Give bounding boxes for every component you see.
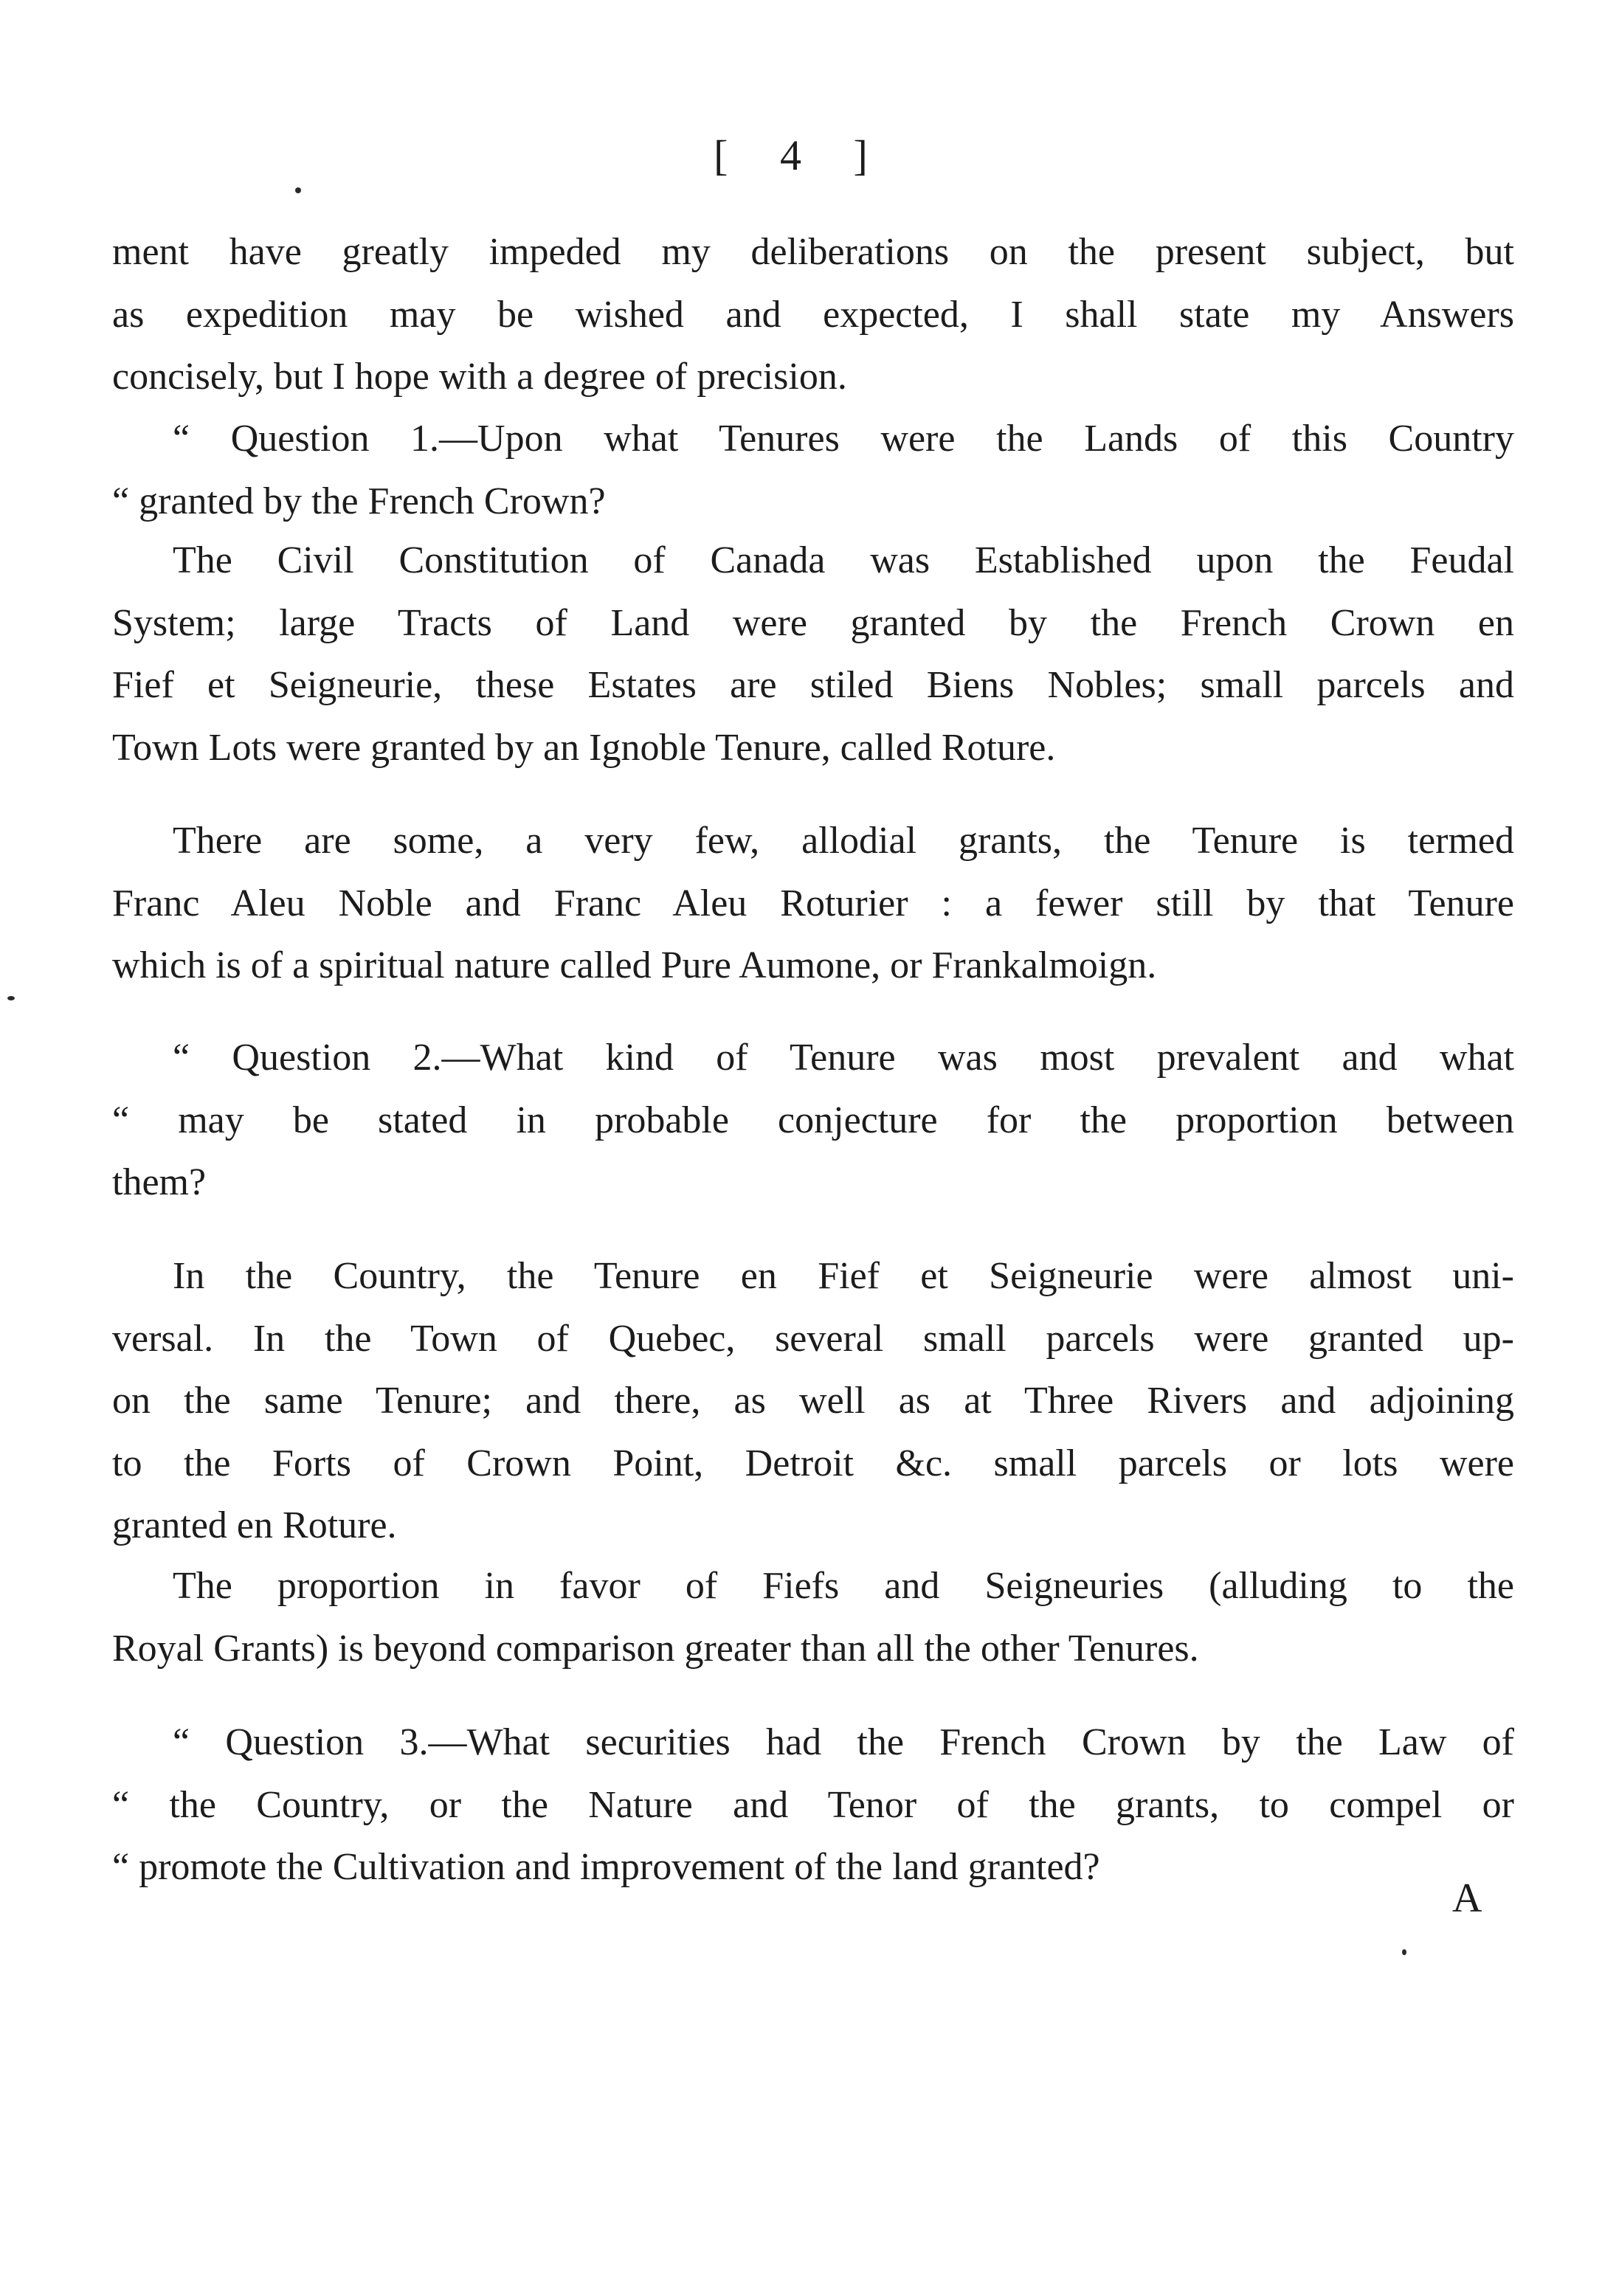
text-line: Town Lots were granted by an Ignoble Tenure, called Roture.	[112, 726, 1056, 769]
text-line: Fief et Seigneurie, these Estates are stiled Biens Nobles; small parcels and	[112, 664, 1514, 706]
paragraph-allodial	[112, 810, 1514, 997]
text-line: “ Question 3.—What securities had the French Crown by the Law of	[173, 1721, 1514, 1763]
paragraph-intro	[112, 221, 1514, 409]
text-line: which is of a spiritual nature called Pure Aumone, or Frankalmoign.	[112, 944, 1157, 986]
text-line: “ the Country, or the Nature and Tenor of the grants, to compel or	[112, 1783, 1514, 1826]
text-line: versal. In the Town of Quebec, several small parcels were granted up-	[112, 1317, 1514, 1360]
text-line: In the Country, the Tenure en Fief et Seigneurie were almost uni-	[173, 1255, 1514, 1297]
text-line: on the same Tenure; and there, as well as at Three Rivers and adjoining	[112, 1380, 1514, 1422]
paragraph-answer-2	[112, 1245, 1514, 1557]
ink-speck	[1402, 1949, 1406, 1955]
paragraph-answer-1	[112, 530, 1514, 779]
paragraph-question-2	[112, 1027, 1514, 1214]
signature-mark: A	[1452, 1875, 1482, 1921]
text-line: Franc Aleu Noble and Franc Aleu Roturier : a fewer still by that Tenure	[112, 882, 1514, 924]
text-line: There are some, a very few, allodial grants, the Tenure is termed	[173, 820, 1514, 862]
paragraph-proportion	[112, 1555, 1514, 1680]
text-line: System; large Tracts of Land were granted by the French Crown en	[112, 601, 1514, 644]
paragraph-question-1	[112, 408, 1514, 533]
text-line: “ Question 1.—Upon what Tenures were the Lands of this Country	[173, 418, 1514, 460]
text-line: “ may be stated in probable conjecture for the proportion between	[112, 1099, 1514, 1141]
text-line: concisely, but I hope with a degree of precision.	[112, 356, 847, 398]
text-line: ment have greatly impeded my deliberations on the present subject, but	[112, 231, 1514, 273]
text-line: The proportion in favor of Fiefs and Seigneuries (alluding to the	[173, 1565, 1514, 1607]
page-number: [ 4 ]	[714, 131, 888, 179]
paragraph-question-3	[112, 1712, 1514, 1899]
text-line: to the Forts of Crown Point, Detroit &c. small parcels or lots were	[112, 1442, 1514, 1484]
text-line: “ Question 2.—What kind of Tenure was most prevalent and what	[173, 1037, 1514, 1079]
ink-speck	[295, 187, 301, 193]
text-line: “ granted by the French Crown?	[112, 480, 606, 522]
text-line: as expedition may be wished and expected, I shall state my Answers	[112, 293, 1514, 336]
ink-speck	[7, 996, 15, 1000]
text-line: them?	[112, 1161, 207, 1203]
text-line: “ promote the Cultivation and improvement of the land granted?	[112, 1846, 1100, 1888]
text-line: granted en Roture.	[112, 1504, 397, 1546]
text-line: The Civil Constitution of Canada was Established upon the Feudal	[173, 539, 1514, 581]
text-line: Royal Grants) is beyond comparison greater than all the other Tenures.	[112, 1627, 1199, 1670]
